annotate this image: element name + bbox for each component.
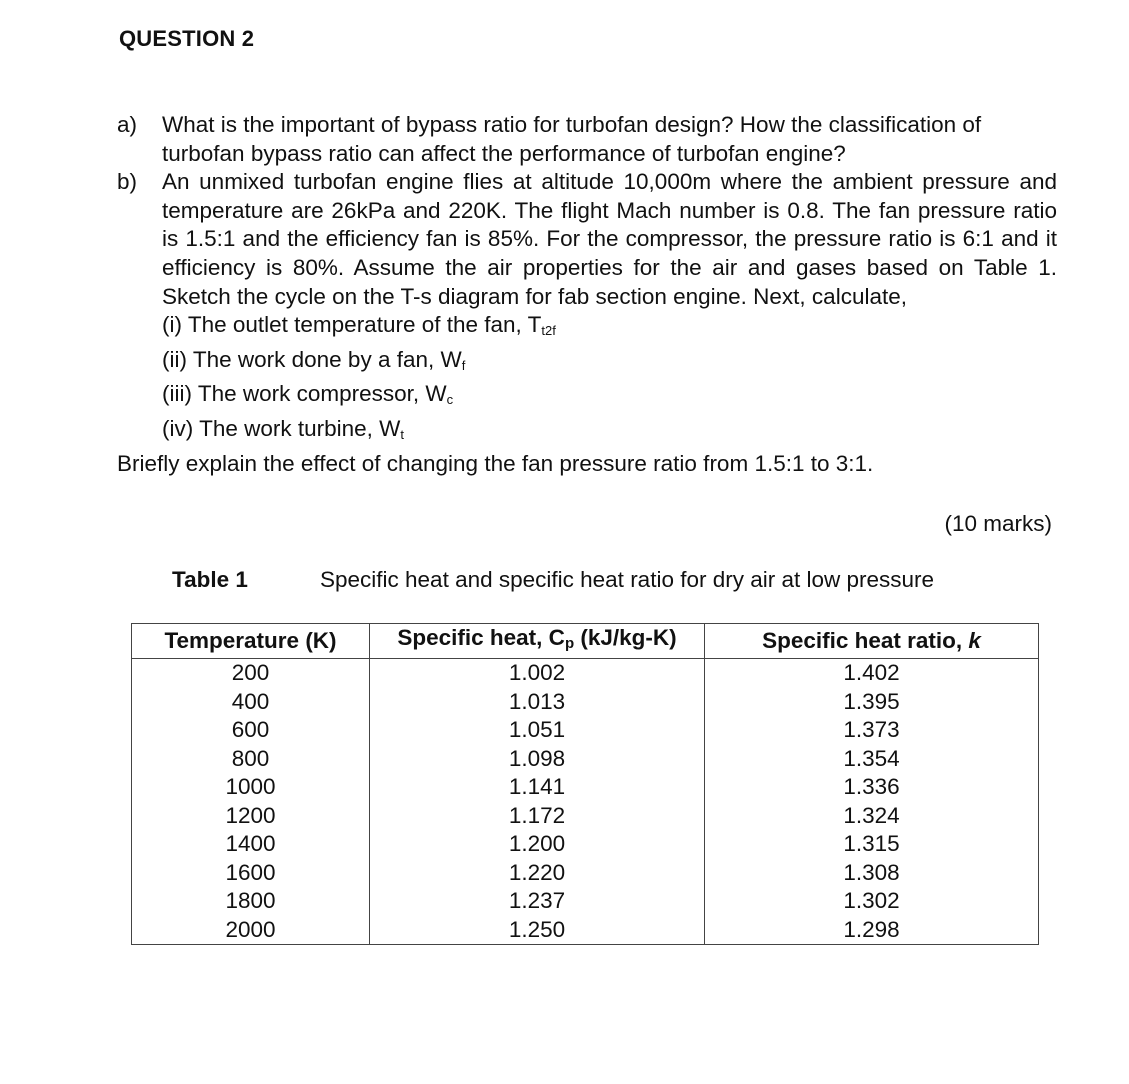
table-row: [132, 659, 1039, 688]
subitem-subscript: t: [400, 426, 405, 442]
cell-temperature: 1800: [132, 887, 370, 916]
cell-temperature: 2000: [132, 916, 370, 945]
cell-heat-ratio: 1.308: [705, 859, 1039, 888]
table-row: [132, 916, 1039, 945]
subitem-label: (iii): [162, 381, 192, 407]
table-row: [132, 830, 1039, 859]
cell-specific-heat: 1.098: [370, 745, 705, 774]
cell-heat-ratio: 1.315: [705, 830, 1039, 859]
table-row: [132, 887, 1039, 916]
cell-specific-heat: 1.013: [370, 688, 705, 717]
question-body: [117, 111, 1057, 478]
subitem-iv: [162, 415, 1057, 450]
cell-specific-heat: 1.237: [370, 887, 705, 916]
header-specific-heat-suffix: (kJ/kg-K): [574, 625, 677, 650]
header-heat-ratio: [705, 624, 1039, 659]
subitem-subscript: c: [446, 392, 454, 408]
cell-temperature: 600: [132, 716, 370, 745]
question-heading: QUESTION 2: [119, 26, 255, 51]
table-row: [132, 716, 1039, 745]
subitem-text: The outlet temperature of the fan, T: [187, 312, 542, 338]
closing-instruction: Briefly explain the effect of changing the fan pressure ratio from 1.5:1 to 3:1.: [117, 450, 874, 476]
table-header-row: [132, 624, 1039, 659]
cell-heat-ratio: 1.395: [705, 688, 1039, 717]
part-b: [117, 168, 1057, 478]
cell-temperature: 200: [132, 659, 370, 688]
header-temperature: Temperature (K): [132, 624, 370, 659]
subitem-subscript: t2f: [541, 323, 556, 339]
table-row: [132, 773, 1039, 802]
cell-temperature: 1200: [132, 802, 370, 831]
cell-heat-ratio: 1.302: [705, 887, 1039, 916]
header-specific-heat-prefix: Specific heat, C: [397, 625, 565, 650]
subitem-subscript: f: [461, 357, 466, 373]
subitem-label: (i): [162, 312, 182, 338]
header-specific-heat: [370, 624, 705, 659]
subitem-i: [162, 311, 1057, 346]
subitem-text: The work turbine, W: [199, 415, 401, 441]
cell-temperature: 1600: [132, 859, 370, 888]
subitem-ii: [162, 346, 1057, 381]
cell-specific-heat: 1.220: [370, 859, 705, 888]
subitem-text: The work done by a fan, W: [192, 346, 462, 372]
cell-heat-ratio: 1.298: [705, 916, 1039, 945]
header-specific-heat-subscript: p: [564, 635, 575, 652]
table-caption-text: Specific heat and specific heat ratio for dry air at low pressure: [320, 567, 935, 592]
cell-temperature: 800: [132, 745, 370, 774]
cell-specific-heat: 1.141: [370, 773, 705, 802]
cell-specific-heat: 1.002: [370, 659, 705, 688]
cell-heat-ratio: 1.324: [705, 802, 1039, 831]
table-caption: [172, 567, 934, 593]
table-row: [132, 802, 1039, 831]
cell-specific-heat: 1.250: [370, 916, 705, 945]
cell-temperature: 1400: [132, 830, 370, 859]
specific-heat-table: [131, 623, 1039, 945]
cell-specific-heat: 1.051: [370, 716, 705, 745]
subitem-label: (iv): [162, 415, 194, 441]
table-row: [132, 745, 1039, 774]
part-b-label: b): [117, 169, 138, 195]
header-heat-ratio-symbol: k: [968, 628, 981, 653]
subitem-text: The work compressor, W: [197, 381, 447, 407]
cell-heat-ratio: 1.373: [705, 716, 1039, 745]
part-b-text: An unmixed turbofan engine flies at altitude 10,000m where the ambient pressure and temperature are 26kPa and 220K. The flight Mach number is 0.8. The fan pressure ratio is 1.5:1 and the efficiency fan is 85%. For the compressor, the pressure ratio is 6:1 and it efficiency is 80%. Assume the air properties for the air and gases based on Table 1. Sketch the cycle on the T-s diagram for fab section engine. Next, calculate,: [162, 169, 1057, 309]
cell-specific-heat: 1.200: [370, 830, 705, 859]
part-a: [117, 111, 1057, 168]
part-a-label: a): [117, 112, 138, 137]
marks-label: (10 marks): [944, 511, 1052, 536]
cell-specific-heat: 1.172: [370, 802, 705, 831]
table-row: [132, 688, 1039, 717]
cell-heat-ratio: 1.402: [705, 659, 1039, 688]
header-heat-ratio-prefix: Specific heat ratio,: [762, 628, 969, 653]
table-label: Table 1: [172, 567, 248, 592]
part-a-text: What is the important of bypass ratio for turbofan design? How the classification of turbofan bypass ratio can affect the performance of turbofan engine?: [162, 112, 982, 166]
table-row: [132, 859, 1039, 888]
subitem-iii: [162, 380, 1057, 415]
cell-temperature: 400: [132, 688, 370, 717]
cell-temperature: 1000: [132, 773, 370, 802]
cell-heat-ratio: 1.336: [705, 773, 1039, 802]
subitem-label: (ii): [162, 346, 187, 372]
cell-heat-ratio: 1.354: [705, 745, 1039, 774]
